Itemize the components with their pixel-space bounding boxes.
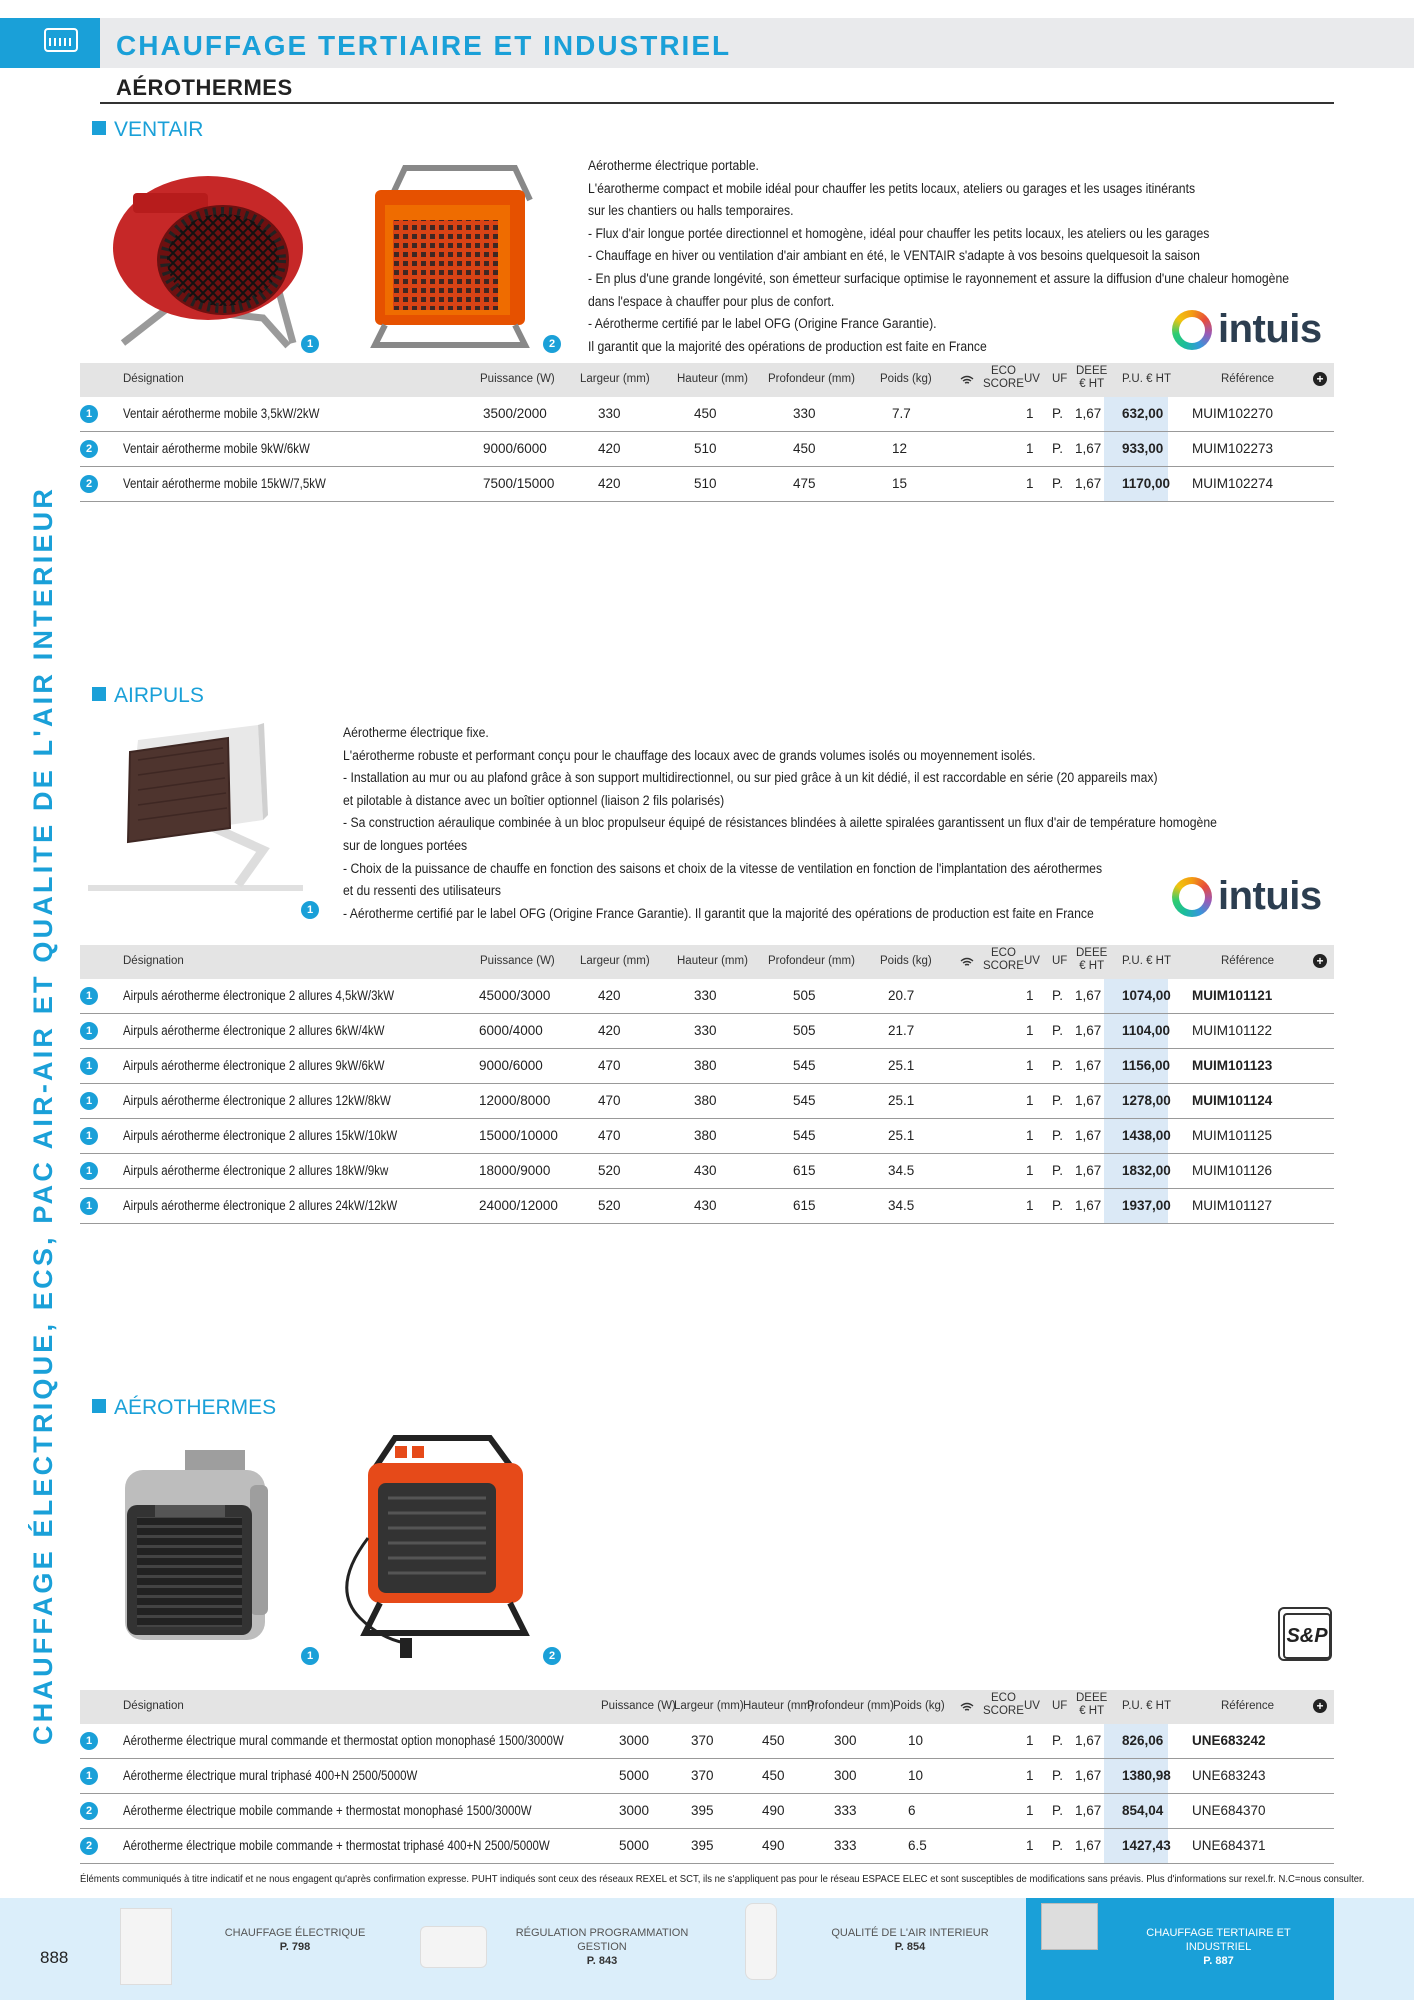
row-number-badge: 1: [80, 1022, 98, 1040]
cell-profondeur: 615: [793, 1163, 816, 1178]
cell-puissance: 9000/6000: [483, 441, 547, 456]
add-icon[interactable]: +: [1313, 372, 1327, 386]
cell-profondeur: 545: [793, 1093, 816, 1108]
cell-puissance: 18000/9000: [479, 1163, 551, 1178]
cell-deee: 1,67: [1075, 988, 1102, 1003]
table-row: [80, 1794, 1334, 1829]
cell-largeur: 470: [598, 1128, 621, 1143]
image-badge: 2: [543, 335, 561, 353]
cell-uv: 1: [1026, 1058, 1034, 1073]
catalog-icon: [0, 18, 100, 68]
cell-uf: P.: [1052, 1128, 1064, 1143]
cell-hauteur: 330: [694, 1023, 717, 1038]
row-number-badge: 1: [80, 1057, 98, 1075]
cell-profondeur: 505: [793, 988, 816, 1003]
cell-designation: Ventair aérotherme mobile 3,5kW/2kW: [123, 406, 320, 421]
cell-reference[interactable]: UNE684371: [1192, 1838, 1266, 1853]
cell-puissance: 3500/2000: [483, 406, 547, 421]
cell-hauteur: 510: [694, 441, 717, 456]
cell-largeur: 420: [598, 988, 621, 1003]
cell-hauteur: 380: [694, 1128, 717, 1143]
cell-largeur: 420: [598, 1023, 621, 1038]
cell-uv: 1: [1026, 406, 1034, 421]
row-number-badge: 2: [80, 1802, 98, 1820]
row-number-badge: 1: [80, 1162, 98, 1180]
nav-item-chauffage-tertiaire[interactable]: CHAUFFAGE TERTIAIRE ET INDUSTRIEL P. 887: [1026, 1898, 1334, 2000]
cell-deee: 1,67: [1075, 1803, 1102, 1818]
cell-designation: Airpuls aérotherme électronique 2 allures 15kW/10kW: [123, 1128, 398, 1143]
cell-reference[interactable]: MUIM102270: [1192, 406, 1274, 421]
cell-price: 1104,00: [1122, 1023, 1171, 1038]
cell-puissance: 6000/4000: [479, 1023, 543, 1038]
cell-deee: 1,67: [1075, 1093, 1102, 1108]
row-number-badge: 1: [80, 1092, 98, 1110]
cell-uv: 1: [1026, 1838, 1034, 1853]
cell-deee: 1,67: [1075, 441, 1102, 456]
cell-price: 1074,00: [1122, 988, 1171, 1003]
cell-uv: 1: [1026, 1733, 1034, 1748]
row-number-badge: 2: [80, 1837, 98, 1855]
row-number-badge: 1: [80, 1127, 98, 1145]
table-header: Désignation Puissance (W) Largeur (mm) Hauteur (mm) Profondeur (mm) Poids (kg) ECO SCORE UV UF DEEE € HT P.U. € HT Référence +: [80, 1690, 1334, 1724]
cell-deee: 1,67: [1075, 1198, 1102, 1213]
row-number-badge: 1: [80, 987, 98, 1005]
table-header: Désignation Puissance (W) Largeur (mm) Hauteur (mm) Profondeur (mm) Poids (kg) ECO SCORE UV UF DEEE € HT P.U. € HT Référence +: [80, 363, 1334, 397]
cell-designation: Airpuls aérotherme électronique 2 allures 18kW/9kw: [123, 1163, 389, 1178]
cell-poids: 12: [892, 441, 908, 456]
intuis-logo: intuis: [1172, 872, 1337, 922]
cell-largeur: 330: [598, 406, 621, 421]
cell-price: 1832,00: [1122, 1163, 1171, 1178]
cell-poids: 7.7: [892, 406, 911, 421]
cell-uv: 1: [1026, 1023, 1034, 1038]
cell-uf: P.: [1052, 1733, 1064, 1748]
cell-uf: P.: [1052, 1838, 1064, 1853]
cell-designation: Airpuls aérotherme électronique 2 allures 12kW/8kW: [123, 1093, 391, 1108]
cell-puissance: 9000/6000: [479, 1058, 543, 1073]
cell-designation: Aérotherme électrique mural triphasé 400+N 2500/5000W: [123, 1768, 418, 1783]
cell-largeur: 420: [598, 476, 621, 491]
bottom-navigation: [0, 1898, 1414, 2000]
table-row: [80, 467, 1334, 502]
cell-hauteur: 430: [694, 1198, 717, 1213]
cell-price: 1170,00: [1122, 476, 1171, 491]
cell-profondeur: 545: [793, 1058, 816, 1073]
cell-deee: 1,67: [1075, 476, 1102, 491]
table-row: [80, 1154, 1334, 1189]
table-row: [80, 1189, 1334, 1224]
cell-profondeur: 333: [834, 1838, 857, 1853]
aerotherme-mobile-image: [340, 1428, 540, 1668]
cell-reference[interactable]: MUIM101124: [1192, 1093, 1273, 1108]
cell-hauteur: 490: [762, 1838, 785, 1853]
cell-uf: P.: [1052, 441, 1064, 456]
cell-price: 632,00: [1122, 406, 1164, 421]
cell-poids: 6: [908, 1803, 916, 1818]
cell-reference[interactable]: UNE683243: [1192, 1768, 1266, 1783]
cell-price: 1380,98: [1122, 1768, 1171, 1783]
side-category-text: CHAUFFAGE ÉLECTRIQUE, ECS, PAC AIR-AIR ET QUALITE DE L'AIR INTERIEUR: [28, 485, 58, 1745]
cell-deee: 1,67: [1075, 1733, 1102, 1748]
cell-profondeur: 615: [793, 1198, 816, 1213]
cell-uv: 1: [1026, 1768, 1034, 1783]
cell-designation: Airpuls aérotherme électronique 2 allures 4,5kW/3kW: [123, 988, 395, 1003]
footnote: Éléments communiqués à titre indicatif et ne nous engagent qu'après confirmation expresse. PUHT indiqués sont ceux des réseaux REXEL et SCT, ils ne s'appliquent pas pour le réseau ESPACE ELEC et sont susceptibles de modifications sans préavis. Plus d'informations sur rexel.fr. N.C=nous consulter.: [80, 1873, 1365, 1885]
aerotherme-wall-image: [115, 1445, 275, 1645]
section-title-aerothermes: AÉROTHERMES: [92, 1396, 276, 1420]
wifi-icon: [960, 957, 974, 967]
add-icon[interactable]: +: [1313, 1699, 1327, 1713]
cell-profondeur: 505: [793, 1023, 816, 1038]
cell-reference[interactable]: MUIM101127: [1192, 1198, 1273, 1213]
row-number-badge: 1: [80, 1197, 98, 1215]
airpuls-description: Aérotherme électrique fixe. L'aérotherme robuste et performant conçu pour le chauffage des locaux avec de grands volumes isolés ou moyennement isolés. - Installation au mur ou au plafond grâce à son support multidirectionnel, ou sur pied grâce à un kit dédié, il est raccordable en série (20 appareils max) et pilotable à distance avec un boîtier optionnel (liaison 2 fils polarisés) - Sa construction aéraulique combinée à un bloc propulseur équipé de résistances blindées à ailette spiralées garantissent un flux d'air de température homogène sur de longues portées - Choix de la puissance de chauffe en fonction des saisons et choix de la vitesse de ventilation en fonction de l'implantation des aérothermes et du ressenti des utilisateurs - Aérotherme certifié par le label OFG (Origine France Garantie). Il garantit que la majorité des opérations de production est faite en France: [343, 725, 1217, 922]
table-row: [80, 1119, 1334, 1154]
cell-price: 1438,00: [1122, 1128, 1171, 1143]
wifi-icon: [960, 375, 974, 385]
cell-profondeur: 333: [834, 1803, 857, 1818]
table-row: [80, 1724, 1334, 1759]
cell-price: 854,04: [1122, 1803, 1164, 1818]
cell-price: 1156,00: [1122, 1058, 1171, 1073]
cell-price: 1278,00: [1122, 1093, 1171, 1108]
cell-poids: 6.5: [908, 1838, 927, 1853]
cell-reference[interactable]: MUIM101126: [1192, 1163, 1273, 1178]
cell-uf: P.: [1052, 1093, 1064, 1108]
cell-largeur: 395: [691, 1803, 714, 1818]
ventair-round-image: [88, 168, 318, 358]
cell-poids: 15: [892, 476, 908, 491]
cell-uf: P.: [1052, 1198, 1064, 1213]
row-number-badge: 1: [80, 1732, 98, 1750]
wifi-icon: [960, 1702, 974, 1712]
cell-reference[interactable]: MUIM101121: [1192, 988, 1273, 1003]
cell-profondeur: 450: [793, 441, 816, 456]
cell-deee: 1,67: [1075, 1163, 1102, 1178]
cell-uv: 1: [1026, 988, 1034, 1003]
cell-profondeur: 300: [834, 1768, 857, 1783]
cell-hauteur: 430: [694, 1163, 717, 1178]
nav-item-regulation[interactable]: RÉGULATION PROGRAMMATION GESTION P. 843: [405, 1898, 705, 2000]
ventair-description: Aérotherme électrique portable. L'éarotherme compact et mobile idéal pour chauffer les petits locaux, ateliers ou garages et les usages itinérants sur les chantiers ou halls temporaires. - Flux d'air longue portée directionnel et homogène, idéal pour chauffer les petits locaux, les ateliers ou les garages - Chauffage en hiver ou ventilation d'air ambiant en été, le VENTAIR s'adapte à vos besoins quelquesoit la saison - En plus d'une grande longévité, son émetteur surfacique optimise le rayonnement et assure la diffusion d'une chaleur homogène dans l'espace à chauffer pour plus de confort. - Aérotherme certifié par le label OFG (Origine France Garantie). Il garantit que la majorité des opérations de production est faite en France: [588, 158, 1290, 355]
cell-deee: 1,67: [1075, 1838, 1102, 1853]
sp-logo: S&P: [1278, 1607, 1332, 1661]
cell-uv: 1: [1026, 476, 1034, 491]
airpuls-image: [88, 720, 303, 895]
cell-largeur: 520: [598, 1198, 621, 1213]
image-badge: 1: [301, 335, 319, 353]
image-badge: 1: [301, 1647, 319, 1665]
page-subtitle: AÉROTHERMES: [116, 75, 293, 100]
cell-price: 1937,00: [1122, 1198, 1171, 1213]
cell-largeur: 470: [598, 1058, 621, 1073]
row-number-badge: 2: [80, 475, 98, 493]
cell-price: 826,06: [1122, 1733, 1164, 1748]
cell-uf: P.: [1052, 1023, 1064, 1038]
cell-reference[interactable]: UNE683242: [1192, 1733, 1266, 1748]
section-title-ventair: VENTAIR: [92, 118, 203, 142]
header-divider: [100, 102, 1334, 104]
cell-price: 933,00: [1122, 441, 1164, 456]
cell-deee: 1,67: [1075, 1128, 1102, 1143]
cell-puissance: 5000: [619, 1768, 650, 1783]
cell-deee: 1,67: [1075, 1058, 1102, 1073]
section-title-airpuls: AIRPULS: [92, 684, 204, 708]
cell-reference[interactable]: MUIM101125: [1192, 1128, 1273, 1143]
cell-designation: Ventair aérotherme mobile 9kW/6kW: [123, 441, 310, 456]
cell-uf: P.: [1052, 1768, 1064, 1783]
nav-item-chauffage-electrique[interactable]: CHAUFFAGE ÉLECTRIQUE P. 798: [100, 1898, 400, 2000]
table-header: Désignation Puissance (W) Largeur (mm) Hauteur (mm) Profondeur (mm) Poids (kg) ECO SCORE UV UF DEEE € HT P.U. € HT Référence +: [80, 945, 1334, 979]
cell-uf: P.: [1052, 476, 1064, 491]
cell-profondeur: 330: [793, 406, 816, 421]
cell-uv: 1: [1026, 1128, 1034, 1143]
page-title: CHAUFFAGE TERTIAIRE ET INDUSTRIEL: [116, 30, 732, 61]
page-number: 888: [40, 1948, 69, 1967]
cell-largeur: 370: [691, 1768, 714, 1783]
cell-puissance: 15000/10000: [479, 1128, 558, 1143]
cell-hauteur: 450: [694, 406, 717, 421]
cell-poids: 10: [908, 1768, 924, 1783]
row-number-badge: 2: [80, 440, 98, 458]
cell-reference[interactable]: MUIM101123: [1192, 1058, 1273, 1073]
cell-hauteur: 510: [694, 476, 717, 491]
cell-uv: 1: [1026, 1093, 1034, 1108]
cell-reference[interactable]: MUIM101122: [1192, 1023, 1273, 1038]
cell-poids: 34.5: [888, 1163, 915, 1178]
cell-deee: 1,67: [1075, 1023, 1102, 1038]
aerothermes-table: [80, 1690, 1334, 1864]
cell-uv: 1: [1026, 1803, 1034, 1818]
cell-profondeur: 475: [793, 476, 816, 491]
cell-puissance: 7500/15000: [483, 476, 555, 491]
cell-puissance: 3000: [619, 1733, 650, 1748]
image-badge: 1: [301, 901, 319, 919]
cell-hauteur: 380: [694, 1058, 717, 1073]
cell-puissance: 24000/12000: [479, 1198, 558, 1213]
add-icon[interactable]: +: [1313, 954, 1327, 968]
cell-poids: 34.5: [888, 1198, 915, 1213]
cell-uf: P.: [1052, 1058, 1064, 1073]
cell-largeur: 395: [691, 1838, 714, 1853]
cell-largeur: 370: [691, 1733, 714, 1748]
table-row: [80, 432, 1334, 467]
cell-uf: P.: [1052, 1803, 1064, 1818]
table-row: [80, 1049, 1334, 1084]
cell-poids: 21.7: [888, 1023, 915, 1038]
cell-price: 1427,43: [1122, 1838, 1171, 1853]
cell-uv: 1: [1026, 1198, 1034, 1213]
cell-profondeur: 545: [793, 1128, 816, 1143]
table-row: [80, 397, 1334, 432]
cell-designation: Ventair aérotherme mobile 15kW/7,5kW: [123, 476, 326, 491]
cell-uf: P.: [1052, 988, 1064, 1003]
cell-poids: 25.1: [888, 1058, 915, 1073]
cell-poids: 25.1: [888, 1093, 915, 1108]
cell-hauteur: 490: [762, 1803, 785, 1818]
cell-puissance: 3000: [619, 1803, 650, 1818]
cell-poids: 20.7: [888, 988, 915, 1003]
cell-poids: 10: [908, 1733, 924, 1748]
cell-designation: Airpuls aérotherme électronique 2 allures 9kW/6kW: [123, 1058, 385, 1073]
table-row: [80, 1014, 1334, 1049]
ventair-box-image: [365, 160, 565, 355]
cell-designation: Airpuls aérotherme électronique 2 allures 6kW/4kW: [123, 1023, 385, 1038]
cell-uv: 1: [1026, 441, 1034, 456]
cell-largeur: 470: [598, 1093, 621, 1108]
intuis-logo: intuis: [1172, 305, 1337, 355]
table-row: [80, 1829, 1334, 1864]
cell-reference[interactable]: UNE684370: [1192, 1803, 1266, 1818]
cell-hauteur: 380: [694, 1093, 717, 1108]
cell-puissance: 12000/8000: [479, 1093, 551, 1108]
cell-designation: Aérotherme électrique mobile commande + thermostat triphasé 400+N 2500/5000W: [123, 1838, 550, 1853]
cell-uf: P.: [1052, 1163, 1064, 1178]
cell-hauteur: 450: [762, 1733, 785, 1748]
nav-item-qualite-air[interactable]: QUALITÉ DE L'AIR INTERIEUR P. 854: [710, 1898, 1020, 2000]
cell-reference[interactable]: MUIM102273: [1192, 441, 1274, 456]
cell-largeur: 520: [598, 1163, 621, 1178]
ventair-table: [80, 363, 1334, 502]
cell-uv: 1: [1026, 1163, 1034, 1178]
cell-deee: 1,67: [1075, 1768, 1102, 1783]
cell-poids: 25.1: [888, 1128, 915, 1143]
table-row: [80, 979, 1334, 1014]
row-number-badge: 1: [80, 1767, 98, 1785]
cell-puissance: 5000: [619, 1838, 650, 1853]
cell-reference[interactable]: MUIM102274: [1192, 476, 1274, 491]
cell-uf: P.: [1052, 406, 1064, 421]
cell-puissance: 45000/3000: [479, 988, 551, 1003]
table-row: [80, 1084, 1334, 1119]
cell-designation: Airpuls aérotherme électronique 2 allures 24kW/12kW: [123, 1198, 398, 1213]
cell-hauteur: 330: [694, 988, 717, 1003]
cell-largeur: 420: [598, 441, 621, 456]
cell-deee: 1,67: [1075, 406, 1102, 421]
airpuls-table: [80, 945, 1334, 1224]
table-row: [80, 1759, 1334, 1794]
cell-designation: Aérotherme électrique mobile commande + thermostat monophasé 1500/3000W: [123, 1803, 532, 1818]
cell-profondeur: 300: [834, 1733, 857, 1748]
row-number-badge: 1: [80, 405, 98, 423]
image-badge: 2: [543, 1647, 561, 1665]
cell-designation: Aérotherme électrique mural commande et thermostat option monophasé 1500/3000W: [123, 1733, 564, 1748]
cell-hauteur: 450: [762, 1768, 785, 1783]
